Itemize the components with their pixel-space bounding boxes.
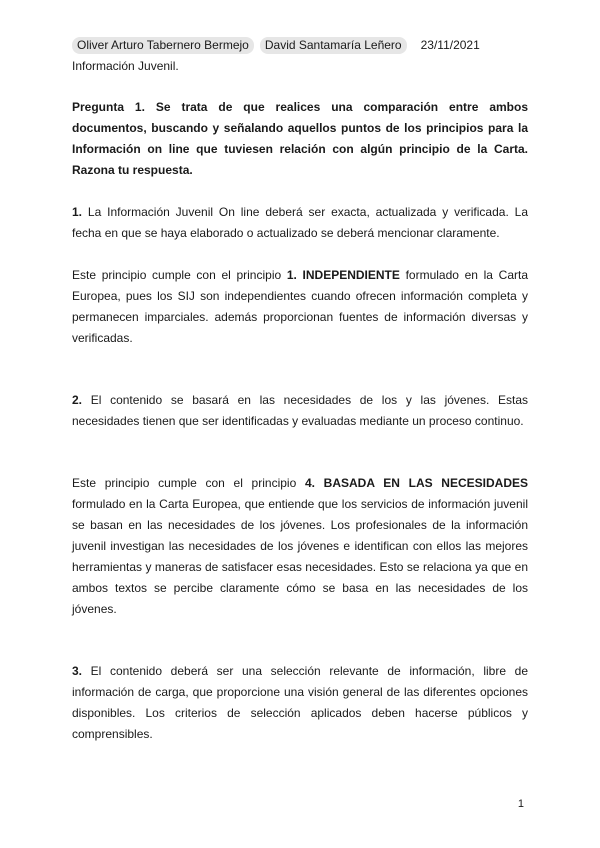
answer-1-rest: formulado en la Carta Europea, pues los SIJ son independientes cuando ofrecen información completa y permanecen imparciales. además proporcionan fuentes de información diversas y verificadas. <box>72 268 528 345</box>
question-heading: Pregunta 1. Se trata de que realices una comparación entre ambos documentos, buscando y señalando aquellos puntos de los principios para la Información on line que tuviesen relación con algún principio de la Carta. Razona tu respuesta. <box>72 100 528 177</box>
author-chip-1: Oliver Arturo Tabernero Bermejo <box>72 37 254 54</box>
principle-2-paragraph <box>72 390 528 432</box>
answer-1-paragraph <box>72 265 528 349</box>
principle-1-number: 1. <box>72 205 83 219</box>
author-chip-2: David Santamaría Leñero <box>260 37 407 54</box>
answer-1-highlight: 1. INDEPENDIENTE <box>286 268 400 282</box>
answer-2-rest: formulado en la Carta Europea, que entiende que los servicios de información juvenil se basan en las necesidades de los jóvenes. Los profesionales de la información juvenil investigan las necesidades de los jóvenes e identifican con ellos las mejores herramientas y maneras de satisfacer esas necesidades. Esto se relaciona ya que en ambos textos se percibe claramente cómo se basa en las necesidades de los jóvenes. <box>72 497 528 616</box>
answer-2-paragraph <box>72 473 528 620</box>
principle-3-paragraph <box>72 661 528 745</box>
page-number: 1 <box>517 798 524 810</box>
principle-1-text: La Información Juvenil On line deberá ser exacta, actualizada y verificada. La fecha en que se haya elaborado o actualizado se deberá mencionar claramente. <box>72 205 528 240</box>
principle-2-text: El contenido se basará en las necesidades de los y las jóvenes. Estas necesidades tienen que ser identificadas y evaluadas mediante un proceso continuo. <box>72 393 528 428</box>
principle-1-paragraph <box>72 202 528 244</box>
answer-1-intro: Este principio cumple con el principio <box>72 268 287 282</box>
header <box>72 36 480 54</box>
answer-2-intro: Este principio cumple con el principio <box>72 476 305 490</box>
principle-3-number: 3. <box>72 664 83 678</box>
document-date: 23/11/2021 <box>420 37 480 52</box>
principle-3-text: El contenido deberá ser una selección relevante de información, libre de información de carga, que proporcione una visión general de las diferentes opciones disponibles. Los criterios de selección aplicados deben hacerse públicos y comprensibles. <box>72 664 529 741</box>
principle-2-number: 2. <box>72 393 83 407</box>
answer-2-highlight: 4. BASADA EN LAS NECESIDADES <box>304 476 528 490</box>
document-subtitle: Información Juvenil. <box>72 59 179 73</box>
